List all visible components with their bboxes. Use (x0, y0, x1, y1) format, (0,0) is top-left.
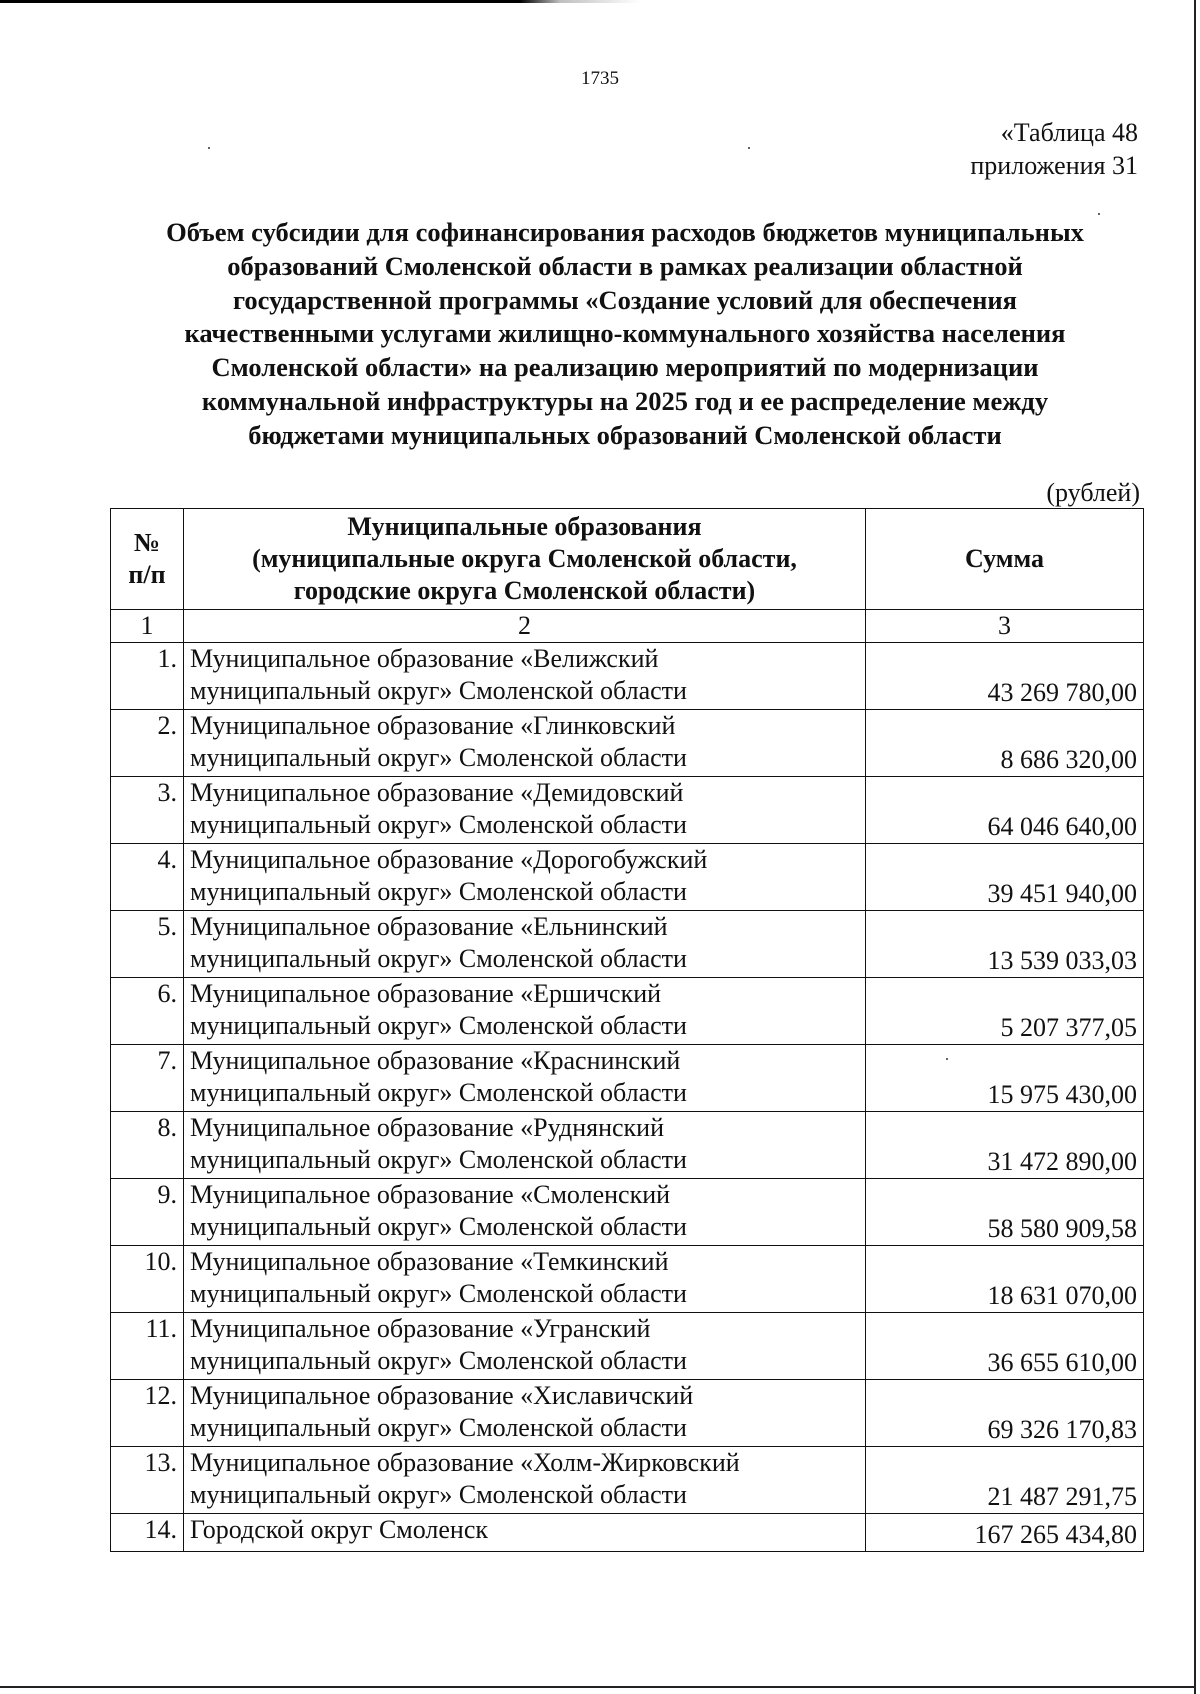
subsidy-table (110, 508, 1144, 1552)
table-row (111, 777, 1144, 844)
page-number: 1735 (581, 68, 619, 89)
subsidy-amount: 15 975 430,00 (866, 1045, 1144, 1112)
table-row (111, 1179, 1144, 1246)
column-number: 3 (866, 610, 1144, 643)
table-row (111, 1447, 1144, 1514)
header-number (111, 509, 184, 610)
row-number: 3. (111, 777, 184, 844)
header-number-line2: п/п (128, 560, 166, 589)
municipality-name (184, 1380, 866, 1447)
table-row (111, 1246, 1144, 1313)
row-number: 2. (111, 710, 184, 777)
table-reference-line2: приложения 31 (970, 151, 1138, 180)
subsidy-amount: 167 265 434,80 (866, 1514, 1144, 1552)
header-sum: Сумма (866, 509, 1144, 610)
title-line: образований Смоленской области в рамках реализации областной (227, 250, 1023, 281)
municipality-name-line2: муниципальный округ» Смоленской области (190, 1212, 687, 1241)
municipality-name-line1: Муниципальное образование «Краснинский (190, 1046, 681, 1075)
subsidy-amount: 31 472 890,00 (866, 1112, 1144, 1179)
row-number: 14. (111, 1514, 184, 1552)
subsidy-amount: 39 451 940,00 (866, 844, 1144, 911)
document-title (105, 216, 1145, 453)
municipality-name-line2: муниципальный округ» Смоленской области (190, 743, 687, 772)
subsidy-amount: 64 046 640,00 (866, 777, 1144, 844)
table-reference (970, 116, 1138, 182)
subsidy-amount: 18 631 070,00 (866, 1246, 1144, 1313)
municipality-name-line1: Муниципальное образование «Ельнинский (190, 912, 668, 941)
row-number: 5. (111, 911, 184, 978)
subsidy-amount: 69 326 170,83 (866, 1380, 1144, 1447)
municipality-name (184, 911, 866, 978)
row-number: 10. (111, 1246, 184, 1313)
title-line: качественными услугами жилищно-коммунального хозяйства населения (184, 318, 1066, 349)
row-number: 4. (111, 844, 184, 911)
row-number: 9. (111, 1179, 184, 1246)
municipality-name-line1: Муниципальное образование «Темкинский (190, 1247, 669, 1276)
municipality-name-line2: муниципальный округ» Смоленской области (190, 944, 687, 973)
municipality-name (184, 978, 866, 1045)
municipality-name (184, 1514, 866, 1552)
municipality-name-line1: Муниципальное образование «Глинковский (190, 711, 676, 740)
municipality-name (184, 1045, 866, 1112)
municipality-name-line1: Муниципальное образование «Демидовский (190, 778, 684, 807)
municipality-name (184, 1112, 866, 1179)
header-municipality-line1: Муниципальные образования (347, 512, 702, 541)
header-municipality (184, 509, 866, 610)
municipality-name-line1: Муниципальное образование «Велижский (190, 644, 659, 673)
column-number: 1 (111, 610, 184, 643)
municipality-name (184, 1313, 866, 1380)
municipality-name-line2: муниципальный округ» Смоленской области (190, 1346, 687, 1375)
title-line: бюджетами муниципальных образований Смоленской области (248, 419, 1002, 450)
municipality-name-line2: муниципальный округ» Смоленской области (190, 676, 687, 705)
title-line: Смоленской области» на реализацию мероприятий по модернизации (211, 352, 1039, 383)
municipality-name-line1: Муниципальное образование «Хиславичский (190, 1381, 694, 1410)
scan-edge-bottom (0, 1686, 1196, 1688)
table-row (111, 911, 1144, 978)
municipality-name-line1: Муниципальное образование «Холм-Жирковский (190, 1448, 740, 1477)
table-reference-line1: «Таблица 48 (1000, 118, 1138, 147)
scan-speck (208, 147, 210, 149)
column-number-row (111, 610, 1144, 643)
scan-speck (1098, 213, 1100, 215)
table-row (111, 1380, 1144, 1447)
municipality-name-line2: муниципальный округ» Смоленской области (190, 1011, 687, 1040)
municipality-name (184, 1179, 866, 1246)
table-row (111, 1045, 1144, 1112)
municipality-name-line1: Городской округ Смоленск (190, 1515, 488, 1544)
municipality-name-line2: муниципальный округ» Смоленской области (190, 1145, 687, 1174)
municipality-name-line1: Муниципальное образование «Угранский (190, 1314, 651, 1343)
municipality-name (184, 844, 866, 911)
table-header-row (111, 509, 1144, 610)
table-row (111, 844, 1144, 911)
subsidy-amount: 43 269 780,00 (866, 643, 1144, 710)
scan-edge-right (1194, 0, 1196, 1694)
title-line: коммунальной инфраструктуры на 2025 год и ее распределение между (201, 385, 1049, 416)
subsidy-amount: 5 207 377,05 (866, 978, 1144, 1045)
subsidy-amount: 13 539 033,03 (866, 911, 1144, 978)
title-line: Объем субсидии для софинансирования расходов бюджетов муниципальных (166, 217, 1084, 247)
header-municipality-line3: городские округа Смоленской области) (293, 576, 756, 605)
subsidy-amount: 58 580 909,58 (866, 1179, 1144, 1246)
table-row (111, 978, 1144, 1045)
subsidy-amount: 36 655 610,00 (866, 1313, 1144, 1380)
column-number: 2 (184, 610, 866, 643)
header-number-line1: № (133, 528, 161, 557)
subsidy-amount: 21 487 291,75 (866, 1447, 1144, 1514)
scan-speck (748, 147, 750, 149)
row-number: 7. (111, 1045, 184, 1112)
table-row (111, 1313, 1144, 1380)
row-number: 11. (111, 1313, 184, 1380)
municipality-name-line2: муниципальный округ» Смоленской области (190, 1480, 687, 1509)
municipality-name-line2: муниципальный округ» Смоленской области (190, 877, 687, 906)
row-number: 13. (111, 1447, 184, 1514)
municipality-name (184, 1447, 866, 1514)
subsidy-amount: 8 686 320,00 (866, 710, 1144, 777)
scan-edge-top (0, 0, 1200, 3)
municipality-name-line2: муниципальный округ» Смоленской области (190, 810, 687, 839)
municipality-name (184, 643, 866, 710)
row-number: 8. (111, 1112, 184, 1179)
row-number: 1. (111, 643, 184, 710)
table-row (111, 710, 1144, 777)
municipality-name (184, 1246, 866, 1313)
municipality-name-line1: Муниципальное образование «Руднянский (190, 1113, 664, 1142)
municipality-name-line1: Муниципальное образование «Ершичский (190, 979, 662, 1008)
table-row (111, 1112, 1144, 1179)
units-label: (рублей) (1046, 478, 1140, 507)
municipality-name-line1: Муниципальное образование «Смоленский (190, 1180, 671, 1209)
table-row (111, 643, 1144, 710)
municipality-name (184, 710, 866, 777)
header-municipality-line2: (муниципальные округа Смоленской области, (252, 544, 797, 573)
table-row (111, 1514, 1144, 1552)
municipality-name-line1: Муниципальное образование «Дорогобужский (190, 845, 708, 874)
municipality-name-line2: муниципальный округ» Смоленской области (190, 1413, 687, 1442)
municipality-name-line2: муниципальный округ» Смоленской области (190, 1279, 687, 1308)
row-number: 12. (111, 1380, 184, 1447)
row-number: 6. (111, 978, 184, 1045)
municipality-name (184, 777, 866, 844)
title-line: государственной программы «Создание условий для обеспечения (233, 284, 1017, 315)
municipality-name-line2: муниципальный округ» Смоленской области (190, 1078, 687, 1107)
